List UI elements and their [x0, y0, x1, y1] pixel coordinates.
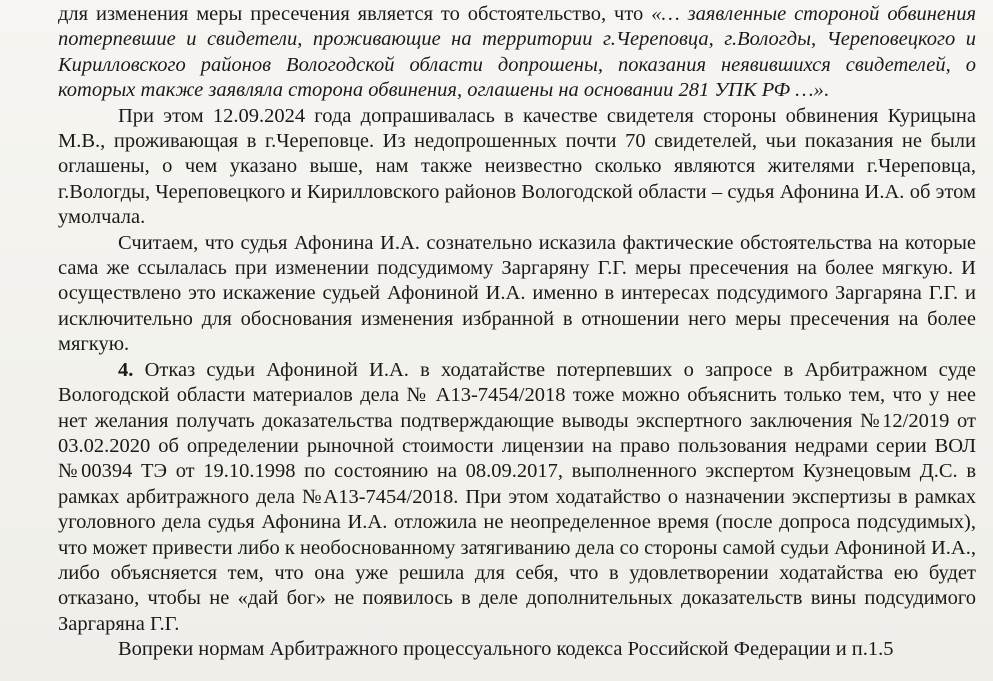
- paragraph-1: [58, 2, 976, 104]
- paragraph-2: При этом 12.09.2024 года допрашивалась в качестве свидетеля стороны обвинения Курицына М.В., проживающая в г.Череповце. Из недопрошенных почти 70 свидетелей, чьи показания не были оглашены, о чем указано выше, нам также неизвестно сколько являются жителями г.Череповца, г.Вологды, Череповецкого и Кирилловского районов Вологодской области – судья Афонина И.А. об этом умолчала.: [58, 104, 976, 229]
- paragraph-4-text: Отказ судьи Афониной И.А. в ходатайстве потерпевших о запросе в Арбитражном суде Вологодской области материалов дела № А13-7454/2018 тоже можно объяснить только тем, что у нее нет желания получать доказательства подтверждающие выводы экспертного заключения №12/2019 от 03.02.2020 об определении рыночной стоимости лицензии на право пользования недрами серии ВОЛ №00394 ТЭ от 19.10.1998 по состоянию на 08.09.2017, выполненного экспертом Кузнецовым Д.С. в рамках арбитражного дела №А13-7454/2018. При этом ходатайство о назначении экспертизы в рамках уголовного дела судья Афонина И.А. отложила не неопределенное время (после допроса подсудимых), что может привести либо к необоснованному затягиванию дела со стороны самой судьи Афониной И.А., либо объясняется тем, что она уже решила для себя, что в удовлетворении ходатайства ею будет отказано, чтобы не «дай бог» не появилось в деле дополнительных доказательств вины подсудимого Заргаряна Г.Г.: [58, 358, 976, 635]
- paragraph-1-lead: для изменения меры пресечения является то обстоятельство, что: [58, 3, 652, 25]
- paragraph-1-quote: «… заявленные стороной обвинения потерпевшие и свидетели, проживающие на территории г.Череповца, г.Вологды, Череповецкого и Кирилловского районов Вологодской области допрошены, показания неявившихся свидетелей, о которых также заявляла сторона обвинения, оглашены на основании 281 УПК РФ …»: [58, 3, 976, 102]
- paragraph-3: Считаем, что судья Афонина И.А. сознательно исказила фактические обстоятельства на которые сама же ссылалась при изменении подсудимому Заргаряну Г.Г. меры пресечения на более мягкую. И осуществлено это искажение судьей Афониной И.А. именно в интересах подсудимого Заргаряна Г.Г. и исключительно для обоснования изменения избранной в отношении него меры пресечения на более мягкую.: [58, 231, 976, 356]
- paragraph-5: Вопреки нормам Арбитражного процессуального кодекса Российской Федерации и п.1.5: [118, 638, 894, 661]
- paragraph-1-tail: .: [823, 79, 829, 102]
- document-body: [58, 2, 976, 663]
- paragraph-4-number: 4.: [118, 358, 134, 381]
- paragraph-4: [58, 358, 976, 637]
